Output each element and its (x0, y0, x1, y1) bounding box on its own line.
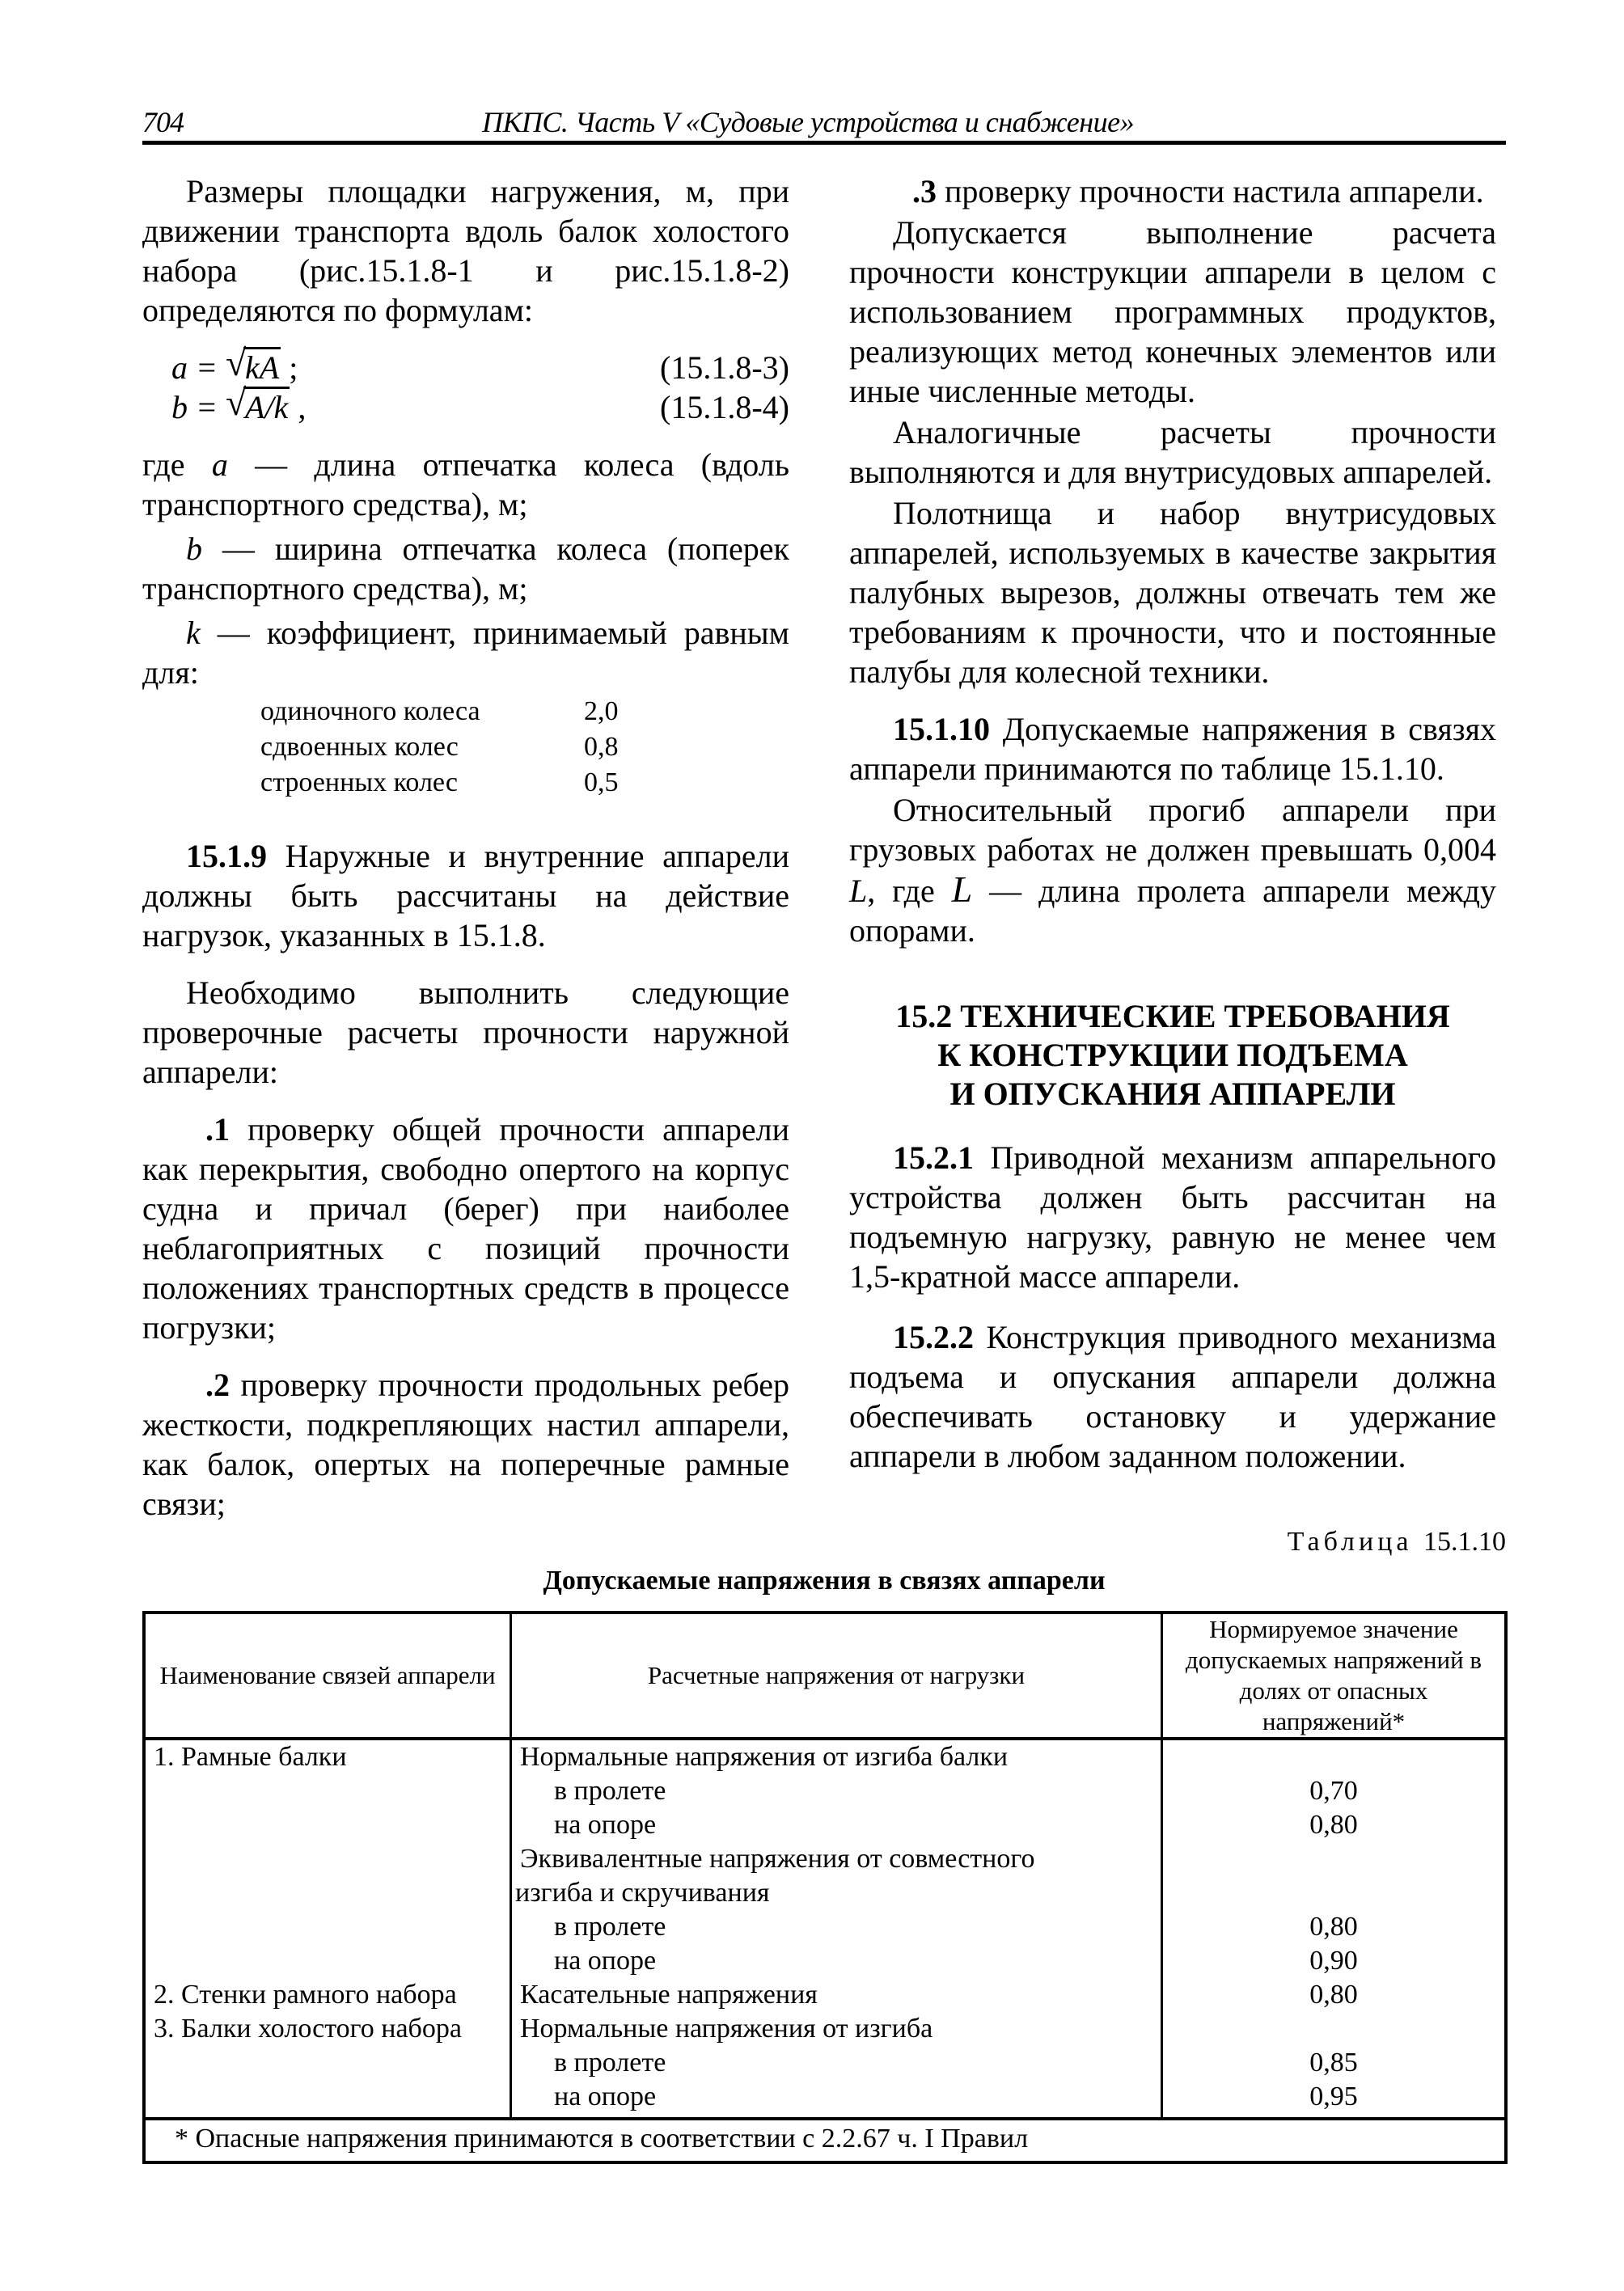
definition-a (142, 445, 789, 524)
cell-stress: на опоре (511, 1944, 1162, 1978)
cell-stress: Нормальные напряжения от изгиба (511, 2012, 1162, 2046)
cell-stress: изгиба и скручивания (511, 1876, 1162, 1910)
clause-number: 15.1.9 (186, 838, 267, 874)
clause-text: Приводной механизм аппарельного устройства должен быть рассчитан на подъемную нагрузку, равную не менее чем 1,5-кратной массе аппарели. (849, 1139, 1496, 1295)
item-text: проверку общей прочности аппарели как перекрытия, свободно опертого на корпус судна и причал (берег) при наиболее неблагоприятных с позиций прочности положениях транспортных средств в процессе погрузки; (142, 1111, 789, 1346)
list-item (260, 765, 789, 801)
text: Относительный прогиб аппарели при грузовых работах не должен превышать 0,004 (849, 792, 1496, 868)
k-coefficient-list (260, 694, 789, 801)
cell-stress: в пролете (511, 2046, 1162, 2080)
formula-lhs: a = (171, 349, 218, 386)
cell-value: 0,95 (1162, 2080, 1507, 2119)
symbol-b: b (186, 530, 202, 567)
table-label-word: Таблица (1287, 1527, 1413, 1557)
radicand: A/k (243, 387, 290, 425)
cell-member (144, 1774, 511, 1808)
heading-line: К КОНСТРУКЦИИ ПОДЪЕМА (937, 1037, 1408, 1073)
definition-b (142, 529, 789, 608)
paragraph-15-2-2 (849, 1317, 1496, 1476)
def-text: — длина отпечатка колеса (вдоль транспортного средства), м; (142, 446, 789, 522)
sqrt-icon: √ (226, 342, 247, 383)
deflection-paragraph (849, 790, 1496, 950)
table-row (144, 1739, 1506, 1774)
cell-value: 0,80 (1162, 1978, 1507, 2012)
sqrt-icon: √ (226, 382, 247, 423)
cell-member (144, 2046, 511, 2080)
cell-value (1162, 1739, 1507, 1774)
clause-number: 15.2.2 (893, 1319, 974, 1355)
cell-value (1162, 2012, 1507, 2046)
allowable-stress-table (142, 1611, 1508, 2164)
table-body (144, 1739, 1506, 2119)
cell-stress: на опоре (511, 1808, 1162, 1842)
cell-stress: Эквивалентные напряжения от совместного (511, 1842, 1162, 1876)
paragraph-15-2-1 (849, 1138, 1496, 1296)
clause-text: Конструкция приводного механизма подъема и опускания аппарели должна обеспечивать остановку и удержание аппарели в любом заданном положении. (849, 1319, 1496, 1474)
table-row (144, 1910, 1506, 1944)
formula-tail: ; (289, 349, 298, 386)
text: — длина пролета аппарели между опорами. (849, 873, 1496, 949)
clause-text: Допускаемые напряжения в связях аппарели принимаются по таблице 15.1.10. (849, 711, 1496, 787)
column-header-stress: Расчетные напряжения от нагрузки (511, 1613, 1162, 1739)
cell-stress: в пролете (511, 1774, 1162, 1808)
column-header-member: Наименование связей аппарели (144, 1613, 511, 1739)
k-label: сдвоенных колес (260, 732, 459, 762)
table-header-row (144, 1613, 1506, 1739)
item-number: .1 (205, 1111, 230, 1148)
table-footnote-row (144, 2119, 1506, 2162)
cell-value: 0,80 (1162, 1808, 1507, 1842)
table-number: 15.1.10 (1423, 1527, 1506, 1557)
def-prefix: где (142, 446, 212, 483)
cell-value: 0,70 (1162, 1774, 1507, 1808)
cell-stress: в пролете (511, 1910, 1162, 1944)
cell-member (144, 2080, 511, 2119)
cell-member: 2. Стенки рамного набора (144, 1978, 511, 2012)
formula-tail: , (298, 389, 307, 425)
table-row (144, 2012, 1506, 2046)
table-row (144, 1842, 1506, 1876)
item-text: проверку прочности продольных ребер жесткости, подкрепляющих настил аппарели, как балок, опертых на поперечные рамные связи; (142, 1367, 789, 1522)
k-value: 0,8 (584, 732, 619, 762)
column-header-value: Нормируемое значение допускаемых напряжений в долях от опасных напряжений* (1162, 1613, 1507, 1739)
check-item-1 (142, 1110, 789, 1347)
item-text: проверку прочности настила аппарели. (937, 173, 1484, 209)
symbol-a: a (211, 446, 228, 483)
paragraph-15-1-9 (142, 836, 789, 955)
cell-member (144, 1910, 511, 1944)
formula-lhs: b = (171, 389, 218, 425)
def-text: — ширина отпечатка колеса (поперек транспортного средства), м; (142, 530, 789, 607)
page-header (142, 105, 1506, 145)
checks-intro: Необходимо выполнить следующие проверочные расчеты прочности наружной аппарели: (142, 974, 789, 1090)
cell-value: 0,90 (1162, 1944, 1507, 1978)
table-row (144, 2046, 1506, 2080)
fem-paragraph: Допускается выполнение расчета прочности конструкции аппарели в целом с использованием программных продуктов, реализующих метод конечных элементов или иные численные методы. (849, 214, 1496, 409)
symbol-L: L (951, 869, 973, 910)
k-label: одиночного колеса (260, 696, 480, 726)
clause-number: 15.2.1 (893, 1139, 974, 1176)
left-column (142, 171, 789, 1524)
k-value: 2,0 (584, 696, 619, 726)
table-row (144, 1808, 1506, 1842)
cell-member: 1. Рамные балки (144, 1739, 511, 1774)
table-row (144, 2080, 1506, 2119)
cell-stress: Нормальные напряжения от изгиба балки (511, 1739, 1162, 1774)
cell-value (1162, 1842, 1507, 1876)
k-label: строенных колес (260, 767, 458, 797)
cell-stress: Касательные напряжения (511, 1978, 1162, 2012)
sqrt-expression (226, 382, 290, 427)
list-item (260, 694, 789, 729)
cell-value: 0,80 (1162, 1910, 1507, 1944)
table-row (144, 1774, 1506, 1808)
table-row (144, 1944, 1506, 1978)
panels-paragraph: Полотнища и набор внутрисудовых аппарелей, используемых в качестве закрытия палубных вырезов, должны отвечать тем же требованиям к прочности, что и постоянные палубы для колесной техники. (849, 495, 1496, 690)
def-text: — коэффициент, принимаемый равным для: (142, 615, 789, 691)
heading-line: 15.2 ТЕХНИЧЕСКИЕ ТРЕБОВАНИЯ (895, 998, 1450, 1034)
table-title: Допускаемые напряжения в связях аппарели (543, 1566, 1106, 1596)
text: , где (867, 873, 952, 909)
definition-k (142, 613, 789, 692)
cell-member (144, 1876, 511, 1910)
analog-paragraph: Аналогичные расчеты прочности выполняются и для внутрисудовых аппарелей. (849, 414, 1496, 490)
cell-member: 3. Балки холостого набора (144, 2012, 511, 2046)
cell-value: 0,85 (1162, 2046, 1507, 2080)
item-number: .3 (912, 173, 937, 209)
section-heading-15-2 (849, 997, 1496, 1114)
clause-number: 15.1.10 (893, 711, 990, 747)
item-number: .2 (205, 1367, 230, 1403)
running-title: ПКПС. Часть V «Судовые устройства и снабжение» (482, 106, 1135, 138)
heading-line: И ОПУСКАНИЯ АППАРЕЛИ (949, 1076, 1396, 1112)
page-number: 704 (142, 106, 184, 138)
table-row (144, 1876, 1506, 1910)
symbol-k: k (186, 615, 201, 651)
clause-text: Наружные и внутренние аппарели должны быть рассчитаны на действие нагрузок, указанных в 15.1.8. (142, 838, 789, 953)
paragraph-15-1-10 (849, 709, 1496, 788)
check-item-3 (849, 171, 1496, 211)
table-footnote: * Опасные напряжения принимаются в соответствии с 2.2.67 ч. I Правил (144, 2119, 1506, 2162)
cell-stress: на опоре (511, 2080, 1162, 2119)
k-value: 0,5 (584, 767, 619, 797)
table-label (1288, 1527, 1506, 1558)
intro-paragraph: Размеры площадки нагружения, м, при движении транспорта вдоль балок холостого набора (рис.15.1.8-1 и рис.15.1.8-2) определяются по формулам: (142, 173, 789, 328)
table-row (144, 1978, 1506, 2012)
formula-number: (15.1.8-3) (660, 349, 789, 386)
formula-b (142, 382, 789, 427)
right-column (849, 171, 1496, 1476)
cell-member (144, 1944, 511, 1978)
symbol-L: L (849, 873, 868, 909)
cell-value (1162, 1876, 1507, 1910)
cell-member (144, 1842, 511, 1876)
cell-member (144, 1808, 511, 1842)
formula-number: (15.1.8-4) (660, 389, 789, 425)
list-item (260, 729, 789, 765)
radicand: kA (243, 347, 281, 386)
check-item-2 (142, 1365, 789, 1524)
